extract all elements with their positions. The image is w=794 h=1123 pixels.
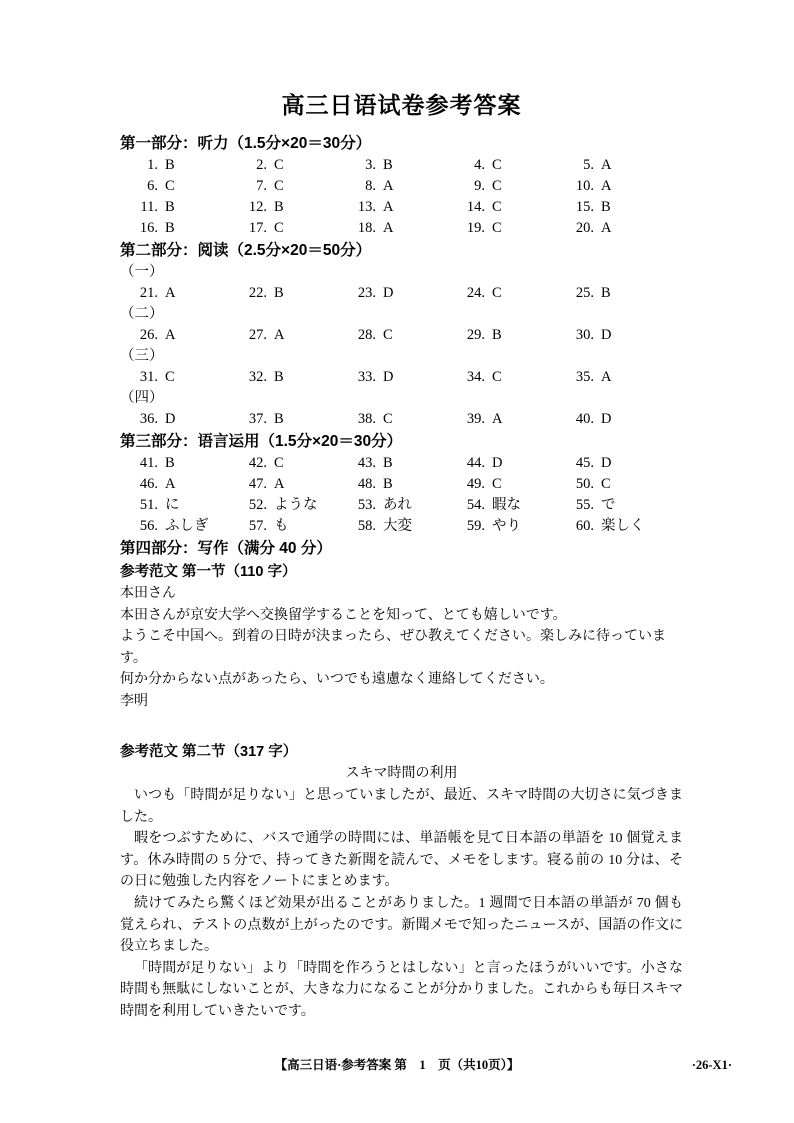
- footer-page-info: 【高三日语·参考答案 第 1 页（共10页）】: [274, 1058, 520, 1072]
- question-number: 25.: [575, 285, 594, 301]
- essay-paragraph: 「時間が足りない」より「時間を作ろうとはしない」と言ったほうがいいです。小さな時間も無駄にしないことが、大きな力になることが分かりました。これからも毎日スキマ時間を利用していきたいです。: [120, 960, 683, 1019]
- answer-cell: [239, 495, 348, 516]
- answer-cell: [457, 453, 566, 474]
- question-number: 39.: [466, 411, 485, 427]
- question-number: 56.: [139, 518, 158, 534]
- answer-value: B: [601, 285, 611, 301]
- answer-value: A: [601, 157, 612, 173]
- answer-row: [130, 155, 683, 176]
- answer-value: A: [383, 220, 394, 236]
- answer-value: B: [165, 455, 175, 471]
- question-number: 60.: [575, 518, 594, 534]
- question-number: 59.: [466, 518, 485, 534]
- answer-row: [130, 516, 683, 537]
- answer-cell: [348, 218, 457, 239]
- answer-cell: [566, 516, 675, 537]
- answer-cell: [239, 155, 348, 176]
- answer-cell: [348, 409, 457, 430]
- answer-value: 楽しく: [601, 518, 645, 534]
- question-number: 23.: [357, 285, 376, 301]
- question-number: 3.: [365, 157, 376, 173]
- question-number: 41.: [139, 455, 158, 471]
- essay-paragraph: 暇をつぶすために、バスで通学の時間には、単語帳を見て日本語の単語を 10 個覚えます。休み時間の 5 分で、持ってきた新聞を読んで、メモをします。寝る前の 10 分は、その日に勉強した内容をノートにまとめます。: [120, 831, 683, 890]
- answer-row: [130, 176, 683, 197]
- answer-cell: [348, 155, 457, 176]
- answer-cell: [130, 516, 239, 537]
- answer-row: [130, 197, 683, 218]
- question-number: 35.: [575, 369, 594, 385]
- part1-answer-grid: [120, 155, 683, 239]
- answer-cell: [130, 155, 239, 176]
- question-number: 50.: [575, 476, 594, 492]
- question-number: 14.: [466, 199, 485, 215]
- question-number: 20.: [575, 220, 594, 236]
- part1-heading: 第一部分：听力（1.5分×20＝30分）: [120, 135, 372, 152]
- answer-value: C: [492, 178, 502, 194]
- answer-cell: [566, 474, 675, 495]
- answer-cell: [130, 409, 239, 430]
- answer-value: D: [601, 327, 612, 343]
- answer-cell: [130, 325, 239, 346]
- answer-cell: [348, 516, 457, 537]
- question-number: 43.: [357, 455, 376, 471]
- essay-line: 李明: [120, 693, 148, 709]
- answer-cell: [348, 474, 457, 495]
- question-number: 6.: [147, 178, 158, 194]
- question-number: 18.: [357, 220, 376, 236]
- essay2-heading: 参考范文 第二节（317 字）: [120, 744, 298, 760]
- answer-value: A: [165, 476, 176, 492]
- answer-value: C: [492, 220, 502, 236]
- answer-cell: [566, 197, 675, 218]
- question-number: 7.: [256, 178, 267, 194]
- question-number: 58.: [357, 518, 376, 534]
- question-number: 42.: [248, 455, 267, 471]
- answer-value: B: [383, 476, 393, 492]
- answer-value: C: [492, 476, 502, 492]
- answer-value: B: [492, 327, 502, 343]
- answer-cell: [566, 155, 675, 176]
- answer-cell: [348, 176, 457, 197]
- question-number: 53.: [357, 497, 376, 513]
- answer-cell: [239, 176, 348, 197]
- question-number: 30.: [575, 327, 594, 343]
- question-number: 2.: [256, 157, 267, 173]
- answer-cell: [348, 283, 457, 304]
- essay2-title: スキマ時間の利用: [345, 766, 458, 781]
- answer-value: B: [165, 157, 175, 173]
- answer-value: B: [383, 455, 393, 471]
- answer-cell: [348, 325, 457, 346]
- question-number: 45.: [575, 455, 594, 471]
- answer-value: やり: [492, 518, 521, 534]
- answer-row: [130, 409, 683, 430]
- answer-row: [130, 453, 683, 474]
- footer-code: ·26-X1·: [691, 1058, 732, 1072]
- answer-value: B: [601, 199, 611, 215]
- question-number: 5.: [583, 157, 594, 173]
- answer-cell: [457, 176, 566, 197]
- part3-heading: 第三部分：语言运用（1.5分×20＝30分）: [120, 433, 403, 450]
- answer-cell: [457, 409, 566, 430]
- answer-cell: [130, 495, 239, 516]
- answer-cell: [239, 283, 348, 304]
- answer-cell: [566, 453, 675, 474]
- answer-row: [130, 495, 683, 516]
- question-number: 16.: [139, 220, 158, 236]
- answer-value: A: [165, 327, 176, 343]
- answer-cell: [239, 474, 348, 495]
- answer-row: [130, 367, 683, 388]
- answer-cell: [457, 516, 566, 537]
- part4-heading: 第四部分：写作（满分 40 分）: [120, 540, 332, 557]
- answer-row: [130, 474, 683, 495]
- question-number: 37.: [248, 411, 267, 427]
- question-number: 57.: [248, 518, 267, 534]
- answer-value: A: [274, 327, 285, 343]
- question-number: 21.: [139, 285, 158, 301]
- answer-value: 大変: [383, 518, 412, 534]
- answer-value: D: [383, 369, 394, 385]
- answer-value: B: [274, 285, 284, 301]
- answer-value: C: [274, 157, 284, 173]
- answer-cell: [130, 176, 239, 197]
- answer-value: D: [492, 455, 503, 471]
- page-title: 高三日语试卷参考答案: [281, 92, 522, 118]
- answer-value: 暇な: [492, 497, 521, 513]
- answer-cell: [239, 367, 348, 388]
- part2-answer-groups: [120, 262, 683, 430]
- answer-cell: [130, 474, 239, 495]
- essay-line: 何か分からない点があったら、いつでも遠慮なく連絡してください。: [120, 672, 554, 687]
- essay-paragraph: いつも「時間が足りない」と思っていましたが、最近、スキマ時間の大切さに気づきました。: [120, 788, 683, 825]
- question-number: 48.: [357, 476, 376, 492]
- answer-value: C: [274, 455, 284, 471]
- answer-row: [130, 283, 683, 304]
- answer-value: C: [601, 476, 611, 492]
- answer-value: D: [601, 411, 612, 427]
- answer-value: A: [601, 220, 612, 236]
- reading-group-label: （四）: [120, 390, 164, 406]
- answer-cell: [348, 453, 457, 474]
- question-number: 10.: [575, 178, 594, 194]
- answer-cell: [457, 218, 566, 239]
- essay2-body: [120, 785, 683, 1023]
- answer-value: あれ: [383, 497, 412, 513]
- answer-value: C: [383, 327, 393, 343]
- question-number: 55.: [575, 497, 594, 513]
- answer-cell: [566, 283, 675, 304]
- answer-cell: [239, 409, 348, 430]
- part3-answer-grid: [120, 453, 683, 537]
- question-number: 49.: [466, 476, 485, 492]
- question-number: 17.: [248, 220, 267, 236]
- answer-value: B: [274, 199, 284, 215]
- answer-cell: [566, 176, 675, 197]
- answer-cell: [457, 474, 566, 495]
- question-number: 31.: [139, 369, 158, 385]
- answer-value: B: [274, 411, 284, 427]
- question-number: 13.: [357, 199, 376, 215]
- page-footer: [0, 1056, 794, 1074]
- answer-cell: [239, 453, 348, 474]
- answer-cell: [457, 325, 566, 346]
- answer-cell: [566, 218, 675, 239]
- answer-value: C: [492, 285, 502, 301]
- part2-heading: 第二部分：阅读（2.5分×20＝50分）: [120, 242, 372, 259]
- answer-value: A: [274, 476, 285, 492]
- answer-cell: [348, 367, 457, 388]
- question-number: 32.: [248, 369, 267, 385]
- answer-value: C: [383, 411, 393, 427]
- answer-value: A: [601, 369, 612, 385]
- answer-cell: [457, 367, 566, 388]
- question-number: 11.: [140, 199, 158, 215]
- answer-cell: [566, 495, 675, 516]
- question-number: 40.: [575, 411, 594, 427]
- question-number: 27.: [248, 327, 267, 343]
- answer-cell: [130, 197, 239, 218]
- answer-value: A: [383, 199, 394, 215]
- answer-cell: [130, 367, 239, 388]
- reading-group-label: （二）: [120, 306, 164, 322]
- answer-value: に: [165, 497, 180, 513]
- reading-group-label: （一）: [120, 264, 164, 280]
- question-number: 26.: [139, 327, 158, 343]
- answer-cell: [130, 453, 239, 474]
- answer-value: C: [492, 157, 502, 173]
- answer-value: D: [601, 455, 612, 471]
- answer-value: D: [165, 411, 176, 427]
- answer-cell: [566, 325, 675, 346]
- answer-cell: [566, 367, 675, 388]
- answer-value: C: [165, 369, 175, 385]
- answer-value: C: [274, 178, 284, 194]
- question-number: 46.: [139, 476, 158, 492]
- question-number: 15.: [575, 199, 594, 215]
- answer-value: B: [165, 199, 175, 215]
- question-number: 33.: [357, 369, 376, 385]
- question-number: 24.: [466, 285, 485, 301]
- answer-cell: [457, 495, 566, 516]
- answer-value: ふしぎ: [165, 518, 209, 534]
- answer-cell: [239, 197, 348, 218]
- question-number: 51.: [139, 497, 158, 513]
- question-number: 8.: [365, 178, 376, 194]
- answer-value: B: [165, 220, 175, 236]
- essay-line: 本田さんが京安大学へ交換留学することを知って、とても嬉しいです。: [120, 607, 567, 623]
- question-number: 36.: [139, 411, 158, 427]
- question-number: 28.: [357, 327, 376, 343]
- answer-value: C: [165, 178, 175, 194]
- answer-cell: [239, 325, 348, 346]
- question-number: 9.: [474, 178, 485, 194]
- question-number: 44.: [466, 455, 485, 471]
- question-number: 22.: [248, 285, 267, 301]
- answer-value: A: [601, 178, 612, 194]
- reading-group-label: （三）: [120, 348, 164, 364]
- question-number: 38.: [357, 411, 376, 427]
- answer-row: [130, 325, 683, 346]
- answer-value: D: [383, 285, 394, 301]
- question-number: 29.: [466, 327, 485, 343]
- answer-cell: [239, 516, 348, 537]
- question-number: 1.: [147, 157, 158, 173]
- answer-value: で: [601, 497, 616, 513]
- essay-paragraph: 続けてみたら驚くほど効果が出ることがありました。1 週間で日本語の単語が 70 個も覚えられ、テストの点数が上がったのです。新聞メモで知ったニュースが、国語の作文に役立ちました。: [120, 895, 683, 955]
- answer-cell: [566, 409, 675, 430]
- answer-cell: [130, 218, 239, 239]
- answer-value: C: [492, 369, 502, 385]
- answer-cell: [457, 197, 566, 218]
- answer-value: A: [383, 178, 394, 194]
- answer-value: A: [492, 411, 503, 427]
- answer-value: B: [383, 157, 393, 173]
- answer-cell: [457, 155, 566, 176]
- answer-cell: [239, 218, 348, 239]
- answer-value: C: [492, 199, 502, 215]
- essay-line: 本田さん: [120, 586, 176, 601]
- answer-value: A: [165, 285, 176, 301]
- question-number: 4.: [474, 157, 485, 173]
- question-number: 52.: [248, 497, 267, 513]
- answer-cell: [348, 495, 457, 516]
- question-number: 19.: [466, 220, 485, 236]
- answer-cell: [457, 283, 566, 304]
- answer-value: ような: [274, 497, 318, 513]
- answer-value: も: [274, 518, 289, 534]
- question-number: 47.: [248, 476, 267, 492]
- essay-line: ようこそ中国へ。到着の日時が決まったら、ぜひ教えてください。楽しみに待っています。: [120, 629, 666, 666]
- answer-cell: [348, 197, 457, 218]
- question-number: 12.: [248, 199, 267, 215]
- answer-row: [130, 218, 683, 239]
- essay1-body: [120, 583, 683, 712]
- answer-value: B: [274, 369, 284, 385]
- question-number: 34.: [466, 369, 485, 385]
- answer-value: C: [274, 220, 284, 236]
- question-number: 54.: [466, 497, 485, 513]
- answer-cell: [130, 283, 239, 304]
- essay1-heading: 参考范文 第一节（110 字）: [120, 564, 297, 580]
